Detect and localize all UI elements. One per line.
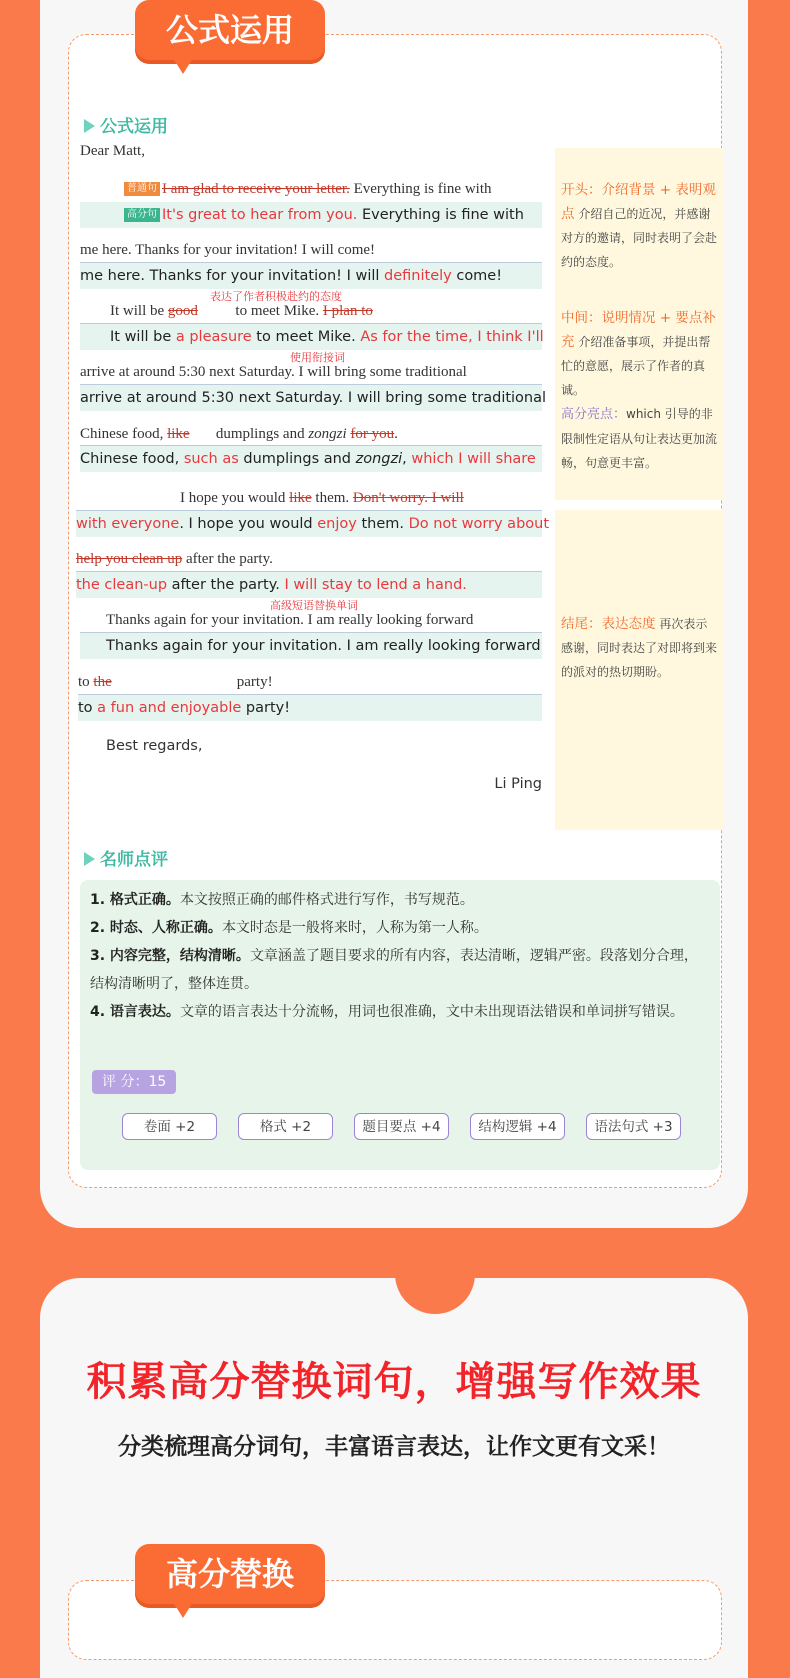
section-heading-review: 名师点评: [84, 845, 168, 870]
letter-line-9-original: to the party!: [78, 674, 273, 690]
side-notes-top: [555, 148, 723, 500]
side-note-highlight: 高分亮点：which 引导的非限制性定语从句让表达更加流畅，句意更丰富。: [561, 407, 718, 470]
greeting: Dear Matt,: [80, 143, 145, 159]
tag-label: 高分替换: [165, 1555, 294, 1593]
side-note-middle: 中间：说明情况 + 要点补充 介绍准备事项，并提出帮忙的意愿，展示了作者的真诚。: [561, 310, 716, 397]
score-chip: 题目要点 +4: [354, 1113, 449, 1140]
review-item-3: 3. 内容完整，结构清晰。文章涵盖了题目要求的所有内容，表达清晰，逻辑严密。段落划分合理，结构清晰明了，整体连贯。: [90, 948, 698, 992]
letter-line-3-original: It will be good to meet Mike. I plan to: [110, 303, 373, 319]
label-common: 普通句: [124, 182, 160, 196]
letter-line-7-rewrite: the clean-up after the party. I will stay to lend a hand.: [76, 571, 542, 598]
letter-line-5-original: Chinese food, like dumplings and zongzi for you.: [80, 426, 398, 442]
letter-line-1-original: 普通句 I am glad to receive your letter. Everything is fine with: [124, 181, 492, 198]
promo-subheading: 分类梳理高分词句，丰富语言表达，让作文更有文采！: [118, 1434, 670, 1460]
review-panel: [80, 880, 720, 1170]
review-item-4: 4. 语言表达。文章的语言表达十分流畅，用词也很准确，文中未出现语法错误和单词拼写错误。: [90, 1004, 684, 1020]
section-heading-formula: 公式运用: [84, 112, 168, 137]
letter-line-2-original: me here. Thanks for your invitation! I will come!: [80, 242, 376, 258]
score-chip: 卷面 +2: [122, 1113, 217, 1140]
play-icon: [84, 119, 95, 133]
letter-line-8-original: Thanks again for your invitation. I am really looking forward: [106, 612, 474, 628]
letter-line-6-rewrite: with everyone. I hope you would enjoy them. Do not worry about: [76, 510, 542, 537]
annotation-1: 表达了作者积极赴约的态度: [210, 291, 342, 303]
review-item-2: 2. 时态、人称正确。本文时态是一般将来时，人称为第一人称。: [90, 920, 488, 936]
side-note-opening: 开头：介绍背景 + 表明观点 介绍自己的近况，并感谢对方的邀请，同时表明了会赴约的态度。: [561, 182, 718, 269]
play-icon: [84, 852, 95, 866]
tag-label: 公式运用: [165, 11, 294, 49]
side-note-ending: 结尾：表达态度 再次表示感谢，同时表达了对即将到来的派对的热切期盼。: [561, 616, 718, 679]
section-tag-formula: [135, 0, 325, 60]
section-tag-replace: [135, 1544, 325, 1604]
signature: Li Ping: [494, 776, 542, 792]
letter-line-6-original: I hope you would like them. Don't worry. I will: [180, 490, 464, 506]
letter-line-8-rewrite: Thanks again for your invitation. I am really looking forward: [80, 632, 542, 659]
review-item-1: 1. 格式正确。本文按照正确的邮件格式进行写作，书写规范。: [90, 892, 474, 908]
letter-line-7-original: help you clean up after the party.: [76, 551, 273, 567]
letter-line-3-rewrite: It will be a pleasure to meet Mike. As for the time, I think I'll: [80, 323, 542, 350]
score-chip: 结构逻辑 +4: [470, 1113, 565, 1140]
letter-line-4-original: arrive at around 5:30 next Saturday. I will bring some traditional: [80, 364, 467, 380]
letter-line-5-rewrite: Chinese food, such as dumplings and zongzi, which I will share: [80, 445, 542, 472]
score-chip: 格式 +2: [238, 1113, 333, 1140]
side-notes-bottom: [555, 510, 723, 830]
score-chip: 语法句式 +3: [586, 1113, 681, 1140]
closing: Best regards,: [106, 738, 203, 754]
annotation-3: 高级短语替换单词: [270, 600, 358, 612]
score-badge: 评 分：15: [92, 1070, 176, 1094]
promo-heading: 积累高分替换词句，增强写作效果: [86, 1359, 702, 1405]
letter-line-2-rewrite: me here. Thanks for your invitation! I will definitely come!: [80, 262, 542, 289]
letter-line-1-rewrite: 高分句 It's great to hear from you. Everything is fine with: [80, 202, 542, 228]
card-notch: [395, 1272, 475, 1314]
annotation-2: 使用衔接词: [290, 352, 345, 364]
letter-line-4-rewrite: arrive at around 5:30 next Saturday. I will bring some traditional: [80, 384, 542, 411]
letter-line-9-rewrite: to a fun and enjoyable party!: [78, 694, 542, 721]
label-high: 高分句: [124, 208, 160, 222]
